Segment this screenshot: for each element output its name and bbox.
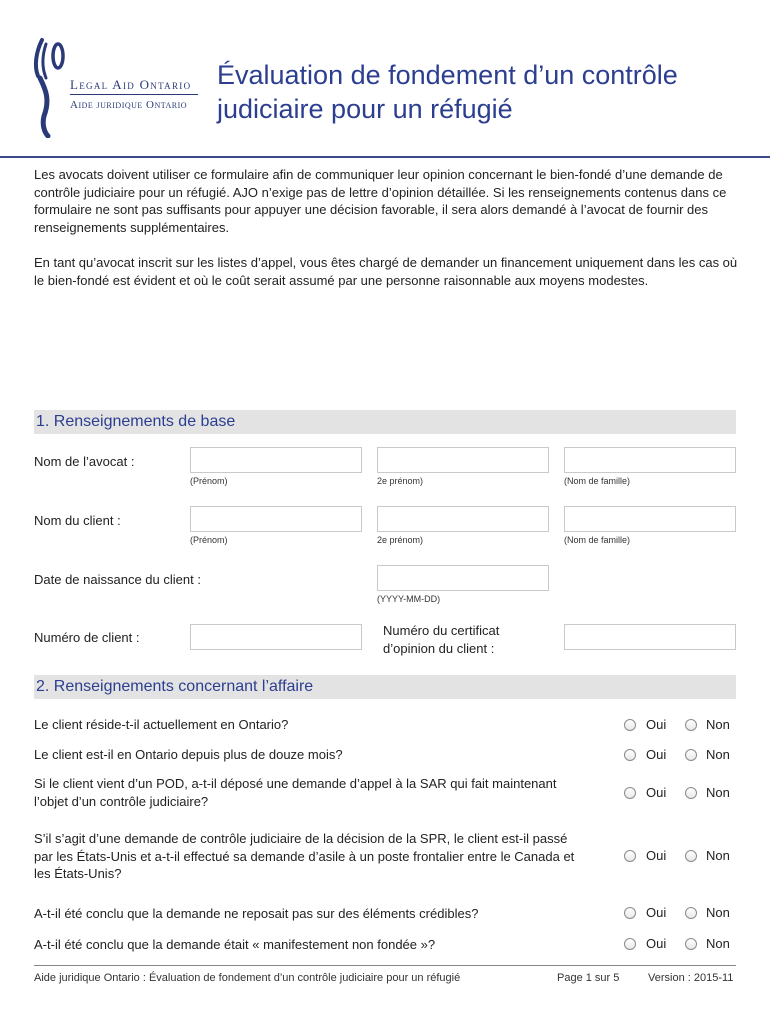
client-name-label: Nom du client : — [34, 513, 121, 528]
q5-no-radio[interactable] — [685, 907, 697, 919]
footer-divider — [34, 965, 736, 966]
client-last-name-field[interactable] — [564, 506, 736, 532]
intro-paragraph-1: Les avocats doivent utiliser ce formulaire afin de communiquer leur opinion concernant le bien-fondé d’une demande de contrôle judiciaire pour un réfugié. AJO n’exige pas de lettre d’opinion détaillée. Si les renseignements contenus dans ce formulaire ne sont pas suffisants pour appuyer une décision favorable, il sera alors demandé à l’avocat de fournir des renseignements supplémentaires. — [34, 167, 727, 235]
question-manifestly-unfounded: A-t-il été conclu que la demande était « manifestement non fondée »? — [34, 937, 436, 952]
q3-line-1: Si le client vient d’un POD, a-t-il déposé une demande d’appel à la SAR qui fait maintenant — [34, 776, 557, 791]
q2-no-radio[interactable] — [685, 749, 697, 761]
q3-no-label: Non — [706, 785, 730, 800]
section-1-title: 1. Renseignements de base — [36, 413, 236, 430]
opinion-certificate-label-line-1: Numéro du certificat — [383, 623, 500, 638]
q4-no-label: Non — [706, 848, 730, 863]
question-twelve-months: Le client est-il en Ontario depuis plus de douze mois? — [34, 747, 343, 762]
q2-no-label: Non — [706, 747, 730, 762]
q5-yes-label: Oui — [646, 905, 667, 920]
legal-aid-ontario-logo — [30, 34, 70, 138]
lawyer-name-label: Nom de l’avocat : — [34, 454, 135, 469]
q4-line-2: par les États-Unis et a-t-il effectué sa demande d’asile à un poste frontalier entre le Canada et — [34, 848, 575, 864]
opinion-certificate-field[interactable] — [564, 624, 736, 650]
lawyer-first-name-hint: (Prénom) — [190, 476, 228, 486]
q3-yes-label: Oui — [646, 785, 667, 800]
header-divider — [0, 156, 770, 158]
client-middle-name-field[interactable] — [377, 506, 549, 532]
section-1-header — [34, 410, 736, 434]
logo-line-english: Legal Aid Ontario — [70, 77, 192, 92]
q2-yes-radio[interactable] — [624, 749, 636, 761]
q4-yes-label: Oui — [646, 848, 667, 863]
footer-page-number: Page 1 sur 5 — [557, 972, 620, 984]
question-resides-ontario: Le client réside-t-il actuellement en Ontario? — [34, 717, 289, 732]
logo-line-french: Aide juridique Ontario — [70, 99, 188, 111]
q2-yes-label: Oui — [646, 747, 667, 762]
q3-no-radio[interactable] — [685, 787, 697, 799]
question-no-credible-basis: A-t-il été conclu que la demande ne reposait pas sur des éléments crédibles? — [34, 906, 479, 921]
footer-version: Version : 2015-11 — [648, 972, 734, 984]
client-last-name-hint: (Nom de famille) — [564, 535, 631, 545]
lawyer-first-name-field[interactable] — [190, 447, 362, 473]
client-dob-format-hint: (YYYY-MM-DD) — [377, 594, 441, 604]
section-2-title: 2. Renseignements concernant l’affaire — [36, 678, 314, 695]
q6-yes-label: Oui — [646, 936, 667, 951]
q5-no-label: Non — [706, 905, 730, 920]
q4-line-1: S’il s’agit d’une demande de contrôle judiciaire de la décision de la SPR, le client est-il passé — [34, 831, 568, 846]
lawyer-middle-name-hint: 2e prénom) — [377, 476, 424, 486]
client-number-label: Numéro de client : — [34, 630, 140, 645]
q3-yes-radio[interactable] — [624, 787, 636, 799]
section-2-header — [34, 675, 736, 699]
q6-no-label: Non — [706, 936, 730, 951]
q1-no-label: Non — [706, 717, 730, 732]
q1-yes-radio[interactable] — [624, 719, 636, 731]
lawyer-last-name-field[interactable] — [564, 447, 736, 473]
q6-no-radio[interactable] — [685, 938, 697, 950]
title-line-2: judiciaire pour un réfugié — [217, 94, 513, 124]
opinion-certificate-label-line-2: d’opinion du client : — [383, 640, 495, 656]
q1-no-radio[interactable] — [685, 719, 697, 731]
question-us-border-claim — [34, 830, 574, 883]
title-line-1: Évaluation de fondement d’un contrôle — [217, 60, 678, 90]
q4-line-3: les États-Unis? — [34, 866, 122, 882]
opinion-certificate-label — [383, 622, 499, 657]
client-middle-name-hint: 2e prénom) — [377, 535, 424, 545]
page-title — [217, 58, 757, 126]
client-dob-field[interactable] — [377, 565, 549, 591]
client-first-name-field[interactable] — [190, 506, 362, 532]
logo-divider — [70, 94, 198, 95]
lawyer-middle-name-field[interactable] — [377, 447, 549, 473]
client-first-name-hint: (Prénom) — [190, 535, 228, 545]
q3-line-2: l’objet d’un contrôle judiciaire? — [34, 793, 209, 809]
q4-no-radio[interactable] — [685, 850, 697, 862]
client-number-field[interactable] — [190, 624, 362, 650]
intro-paragraph-2: En tant qu’avocat inscrit sur les listes d’appel, vous êtes chargé de demander un financement uniquement dans les cas où le bien-fondé est évident et où le coût serait assumé par une personne raisonnable aux moyens modestes. — [34, 255, 738, 288]
footer-document-title: Aide juridique Ontario : Évaluation de fondement d’un contrôle judiciaire pour un réfugié — [34, 972, 461, 984]
client-dob-label: Date de naissance du client : — [34, 572, 201, 587]
q5-yes-radio[interactable] — [624, 907, 636, 919]
q4-yes-radio[interactable] — [624, 850, 636, 862]
question-pod-sar-appeal — [34, 775, 556, 810]
q1-yes-label: Oui — [646, 717, 667, 732]
lawyer-last-name-hint: (Nom de famille) — [564, 476, 631, 486]
q6-yes-radio[interactable] — [624, 938, 636, 950]
